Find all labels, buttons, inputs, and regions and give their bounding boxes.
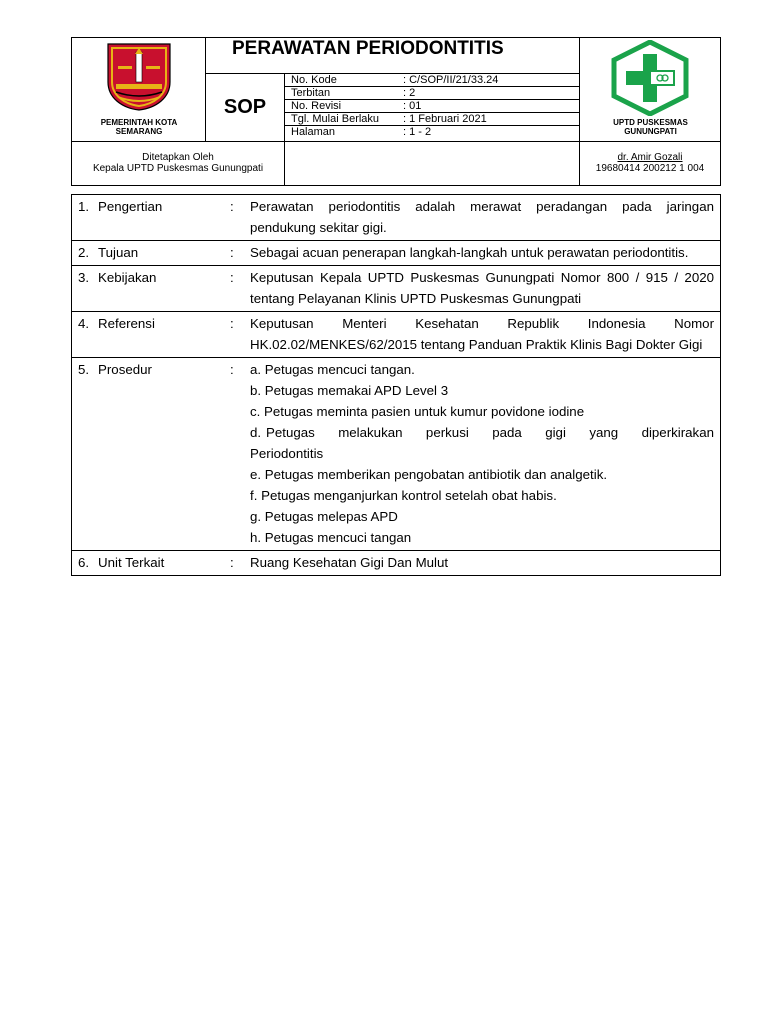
left-logo-cell — [72, 38, 206, 141]
procedure-step: b. Petugas memakai APD Level 3 — [250, 383, 449, 398]
row-colon: : — [230, 266, 244, 312]
table-row: 3. Kebijakan : Keputusan Kepala UPTD Puskesmas Gunungpati Nomor 800 / 915 / 2020 tentang Pelayanan Klinis UPTD Puskesmas Gunungpati — [72, 266, 721, 312]
right-logo-cell — [579, 38, 720, 141]
row-value: Perawatan periodontitis adalah merawat peradangan pada jaringan pendukung sekitar gigi. — [244, 195, 721, 241]
signer-nip: 19680414 200212 1 004 — [595, 163, 705, 174]
table-row: 6. Unit Terkait : Ruang Kesehatan Gigi Dan Mulut — [72, 551, 721, 576]
table-row: 5. Prosedur : a. Petugas mencuci tangan. b. Petugas memakai APD Level 3 c. Petugas meminta pasien untuk kumur povidone iodine d. Petugas melakukan perkusi pada gigi yang diperkirakan Periodontitis e. Petugas memberikan pengobatan antibiotik dan analgetik. f. Petugas menganjurkan kontrol setelah obat habis. g. Petugas melepas APD h. Petugas mencuci tangan — [72, 358, 721, 551]
row-colon: : — [230, 551, 244, 576]
sop-label: SOP — [206, 74, 285, 141]
row-value: Keputusan Menteri Kesehatan Republik Indonesia Nomor HK.02.02/MENKES/62/2015 tentang Panduan Praktik Klinis Bagi Dokter Gigi — [244, 312, 721, 358]
row-label: Prosedur — [98, 362, 152, 377]
row-label: Referensi — [98, 316, 155, 331]
sop-content-table — [71, 194, 721, 576]
row-label: Tujuan — [98, 245, 139, 260]
meta-table — [285, 74, 579, 141]
row-colon: : — [230, 312, 244, 358]
procedure-step: e. Petugas memberikan pengobatan antibiotik dan analgetik. — [250, 467, 608, 482]
semarang-emblem-icon — [104, 42, 174, 112]
procedure-step: c. Petugas meminta pasien untuk kumur povidone iodine — [250, 404, 585, 419]
row-colon: : — [230, 241, 244, 266]
meta-row: No. Kode : C/SOP/II/21/33.24 — [285, 74, 579, 87]
procedure-step: g. Petugas melepas APD — [250, 509, 398, 524]
header-footer-row — [72, 141, 720, 186]
table-row: 4. Referensi : Keputusan Menteri Kesehatan Republik Indonesia Nomor HK.02.02/MENKES/62/2015 tentang Panduan Praktik Klinis Bagi Dokter Gigi — [72, 312, 721, 358]
signer-name: dr. Amir Gozali — [617, 152, 683, 163]
meta-row: Tgl. Mulai Berlaku : 1 Februari 2021 — [285, 113, 579, 126]
meta-row: Halaman : 1 - 2 — [291, 126, 432, 138]
row-value: Sebagai acuan penerapan langkah-langkah untuk perawatan periodontitis. — [244, 241, 721, 266]
meta-row: No. Revisi : 01 — [285, 100, 579, 113]
row-label: Unit Terkait — [98, 555, 165, 570]
row-value: Keputusan Kepala UPTD Puskesmas Gunungpati Nomor 800 / 915 / 2020 tentang Pelayanan Klinis UPTD Puskesmas Gunungpati — [244, 266, 721, 312]
procedure-step: d. Petugas melakukan perkusi pada gigi yang diperkirakan — [250, 425, 714, 440]
row-colon: : — [230, 358, 244, 551]
row-colon: : — [230, 195, 244, 241]
table-row: 1. Pengertian : Perawatan periodontitis adalah merawat peradangan pada jaringan pendukung sekitar gigi. — [72, 195, 721, 241]
right-org-name: UPTD PUSKESMAS GUNUNGPATI — [613, 118, 688, 136]
row-value: Ruang Kesehatan Gigi Dan Mulut — [244, 551, 721, 576]
procedure-step-continuation: Periodontitis — [250, 446, 324, 461]
procedure-step: h. Petugas mencuci tangan — [250, 530, 412, 545]
ditetapkan-cell: Ditetapkan Oleh Kepala UPTD Puskesmas Gunungpati — [72, 142, 285, 186]
procedure-step: a. Petugas mencuci tangan. — [250, 362, 415, 377]
sop-header — [71, 37, 721, 186]
meta-row: Terbitan : 2 — [285, 87, 579, 100]
left-org-name: PEMERINTAH KOTA SEMARANG — [100, 118, 178, 136]
procedure-step: f. Petugas menganjurkan kontrol setelah obat habis. — [250, 488, 557, 503]
page-title: PERAWATAN PERIODONTITIS — [206, 38, 579, 74]
row-label: Pengertian — [98, 199, 163, 214]
signer-cell — [579, 142, 720, 186]
table-row: 2. Tujuan : Sebagai acuan penerapan langkah-langkah untuk perawatan periodontitis. — [72, 241, 721, 266]
procedure-steps — [244, 358, 721, 551]
puskesmas-logo-icon — [610, 40, 690, 116]
row-label: Kebijakan — [98, 270, 157, 285]
